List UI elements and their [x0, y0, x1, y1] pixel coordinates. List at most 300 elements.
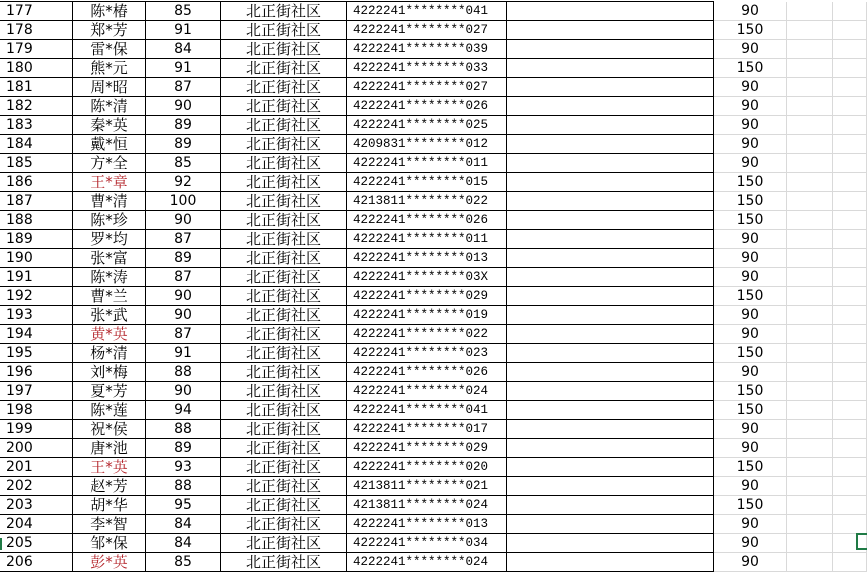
cell-id-number[interactable]: 4222241********033 [347, 59, 507, 78]
cell-empty[interactable] [787, 553, 833, 572]
cell-empty[interactable] [833, 2, 867, 21]
cell-id-number[interactable]: 4222241********026 [347, 363, 507, 382]
table-row [0, 192, 867, 211]
table-row [0, 553, 867, 572]
cell-name[interactable]: 张*富 [73, 249, 146, 268]
cell-community[interactable]: 北正街社区 [221, 59, 347, 78]
cell-empty[interactable] [507, 439, 714, 458]
table-row [0, 477, 867, 496]
cell-empty[interactable] [507, 458, 714, 477]
cell-empty[interactable] [507, 173, 714, 192]
cell-name[interactable]: 王*章 [73, 173, 146, 192]
cell-empty[interactable] [833, 116, 867, 135]
cell-empty[interactable] [507, 116, 714, 135]
cell-row-number[interactable]: 186 [0, 173, 73, 192]
cell-empty[interactable] [787, 249, 833, 268]
cell-empty[interactable] [833, 97, 867, 116]
cell-empty[interactable] [507, 211, 714, 230]
cell-empty[interactable] [787, 458, 833, 477]
cell-age[interactable]: 95 [146, 496, 221, 515]
cell-name[interactable]: 方*全 [73, 154, 146, 173]
cell-empty[interactable] [507, 135, 714, 154]
cell-amount[interactable]: 90 [714, 97, 787, 116]
cell-name[interactable]: 唐*池 [73, 439, 146, 458]
cell-name[interactable]: 李*智 [73, 515, 146, 534]
cell-age[interactable]: 91 [146, 21, 221, 40]
cell-id-number[interactable]: 4222241********024 [347, 382, 507, 401]
cell-empty[interactable] [833, 306, 867, 325]
cell-id-number[interactable]: 4222241********015 [347, 173, 507, 192]
cell-community[interactable]: 北正街社区 [221, 401, 347, 420]
cell-empty[interactable] [507, 268, 714, 287]
cell-name[interactable]: 王*英 [73, 458, 146, 477]
cell-amount[interactable]: 150 [714, 211, 787, 230]
table-row [0, 97, 867, 116]
cell-row-number[interactable]: 187 [0, 192, 73, 211]
cell-empty[interactable] [787, 515, 833, 534]
table-row [0, 59, 867, 78]
cell-empty[interactable] [833, 230, 867, 249]
cell-amount[interactable]: 90 [714, 363, 787, 382]
cell-empty[interactable] [507, 477, 714, 496]
table-row [0, 515, 867, 534]
cell-community[interactable]: 北正街社区 [221, 230, 347, 249]
cell-row-number[interactable]: 191 [0, 268, 73, 287]
cell-name[interactable]: 秦*英 [73, 116, 146, 135]
cell-amount[interactable]: 150 [714, 59, 787, 78]
cell-row-number[interactable]: 177 [0, 2, 73, 21]
cell-age[interactable]: 87 [146, 268, 221, 287]
cell-age[interactable]: 87 [146, 78, 221, 97]
cell-row-number[interactable]: 180 [0, 59, 73, 78]
cell-empty[interactable] [787, 173, 833, 192]
cell-id-number[interactable]: 4222241********013 [347, 249, 507, 268]
table-row [0, 116, 867, 135]
cell-name[interactable]: 黄*英 [73, 325, 146, 344]
cell-id-number[interactable]: 4222241********017 [347, 420, 507, 439]
cell-row-number[interactable]: 200 [0, 439, 73, 458]
cell-empty[interactable] [787, 21, 833, 40]
cell-empty[interactable] [787, 401, 833, 420]
cell-name[interactable]: 曹*兰 [73, 287, 146, 306]
cell-community[interactable]: 北正街社区 [221, 192, 347, 211]
table-row [0, 534, 867, 553]
cell-name[interactable]: 戴*恒 [73, 135, 146, 154]
cell-amount[interactable]: 90 [714, 553, 787, 572]
cell-row-number[interactable]: 178 [0, 21, 73, 40]
cell-row-number[interactable]: 193 [0, 306, 73, 325]
cell-name[interactable]: 祝*侯 [73, 420, 146, 439]
cell-id-number[interactable]: 4222241********026 [347, 97, 507, 116]
table-row [0, 420, 867, 439]
cell-empty[interactable] [833, 515, 867, 534]
cell-community[interactable]: 北正街社区 [221, 306, 347, 325]
cell-row-number[interactable]: 184 [0, 135, 73, 154]
cell-row-number[interactable]: 190 [0, 249, 73, 268]
cell-empty[interactable] [787, 135, 833, 154]
table-row [0, 268, 867, 287]
cell-id-number[interactable]: 4222241********019 [347, 306, 507, 325]
cell-amount[interactable]: 150 [714, 458, 787, 477]
table-row [0, 78, 867, 97]
cell-empty[interactable] [787, 344, 833, 363]
cell-empty[interactable] [833, 363, 867, 382]
cell-id-number[interactable]: 4209831********012 [347, 135, 507, 154]
cell-age[interactable]: 89 [146, 135, 221, 154]
cell-age[interactable]: 90 [146, 306, 221, 325]
cell-community[interactable]: 北正街社区 [221, 496, 347, 515]
cell-amount[interactable]: 150 [714, 344, 787, 363]
cell-amount[interactable]: 150 [714, 21, 787, 40]
cell-id-number[interactable]: 4222241********023 [347, 344, 507, 363]
cell-name[interactable]: 陈*椿 [73, 2, 146, 21]
cell-community[interactable]: 北正街社区 [221, 135, 347, 154]
cell-amount[interactable]: 90 [714, 439, 787, 458]
cell-age[interactable]: 88 [146, 420, 221, 439]
cell-amount[interactable]: 90 [714, 515, 787, 534]
cell-age[interactable]: 100 [146, 192, 221, 211]
cell-empty[interactable] [833, 59, 867, 78]
cell-amount[interactable]: 90 [714, 477, 787, 496]
cell-community[interactable]: 北正街社区 [221, 325, 347, 344]
cell-empty[interactable] [833, 477, 867, 496]
table-row [0, 325, 867, 344]
cell-row-number[interactable]: 179 [0, 40, 73, 59]
table-row [0, 211, 867, 230]
cell-empty[interactable] [507, 230, 714, 249]
cell-amount[interactable]: 90 [714, 249, 787, 268]
cell-empty[interactable] [787, 116, 833, 135]
cell-id-number[interactable]: 4213811********021 [347, 477, 507, 496]
cell-empty[interactable] [833, 553, 867, 572]
cell-empty[interactable] [787, 97, 833, 116]
cell-age[interactable]: 85 [146, 2, 221, 21]
cell-name[interactable]: 张*武 [73, 306, 146, 325]
cell-community[interactable]: 北正街社区 [221, 173, 347, 192]
cell-empty[interactable] [833, 154, 867, 173]
cell-amount[interactable]: 90 [714, 135, 787, 154]
cell-age[interactable]: 90 [146, 97, 221, 116]
cell-empty[interactable] [507, 97, 714, 116]
cell-amount[interactable]: 90 [714, 2, 787, 21]
cell-community[interactable]: 北正街社区 [221, 268, 347, 287]
cell-community[interactable]: 北正街社区 [221, 420, 347, 439]
cell-row-number[interactable]: 196 [0, 363, 73, 382]
cell-amount[interactable]: 90 [714, 306, 787, 325]
cell-community[interactable]: 北正街社区 [221, 458, 347, 477]
cell-empty[interactable] [833, 21, 867, 40]
cell-community[interactable]: 北正街社区 [221, 211, 347, 230]
cell-community[interactable]: 北正街社区 [221, 2, 347, 21]
cell-empty[interactable] [787, 496, 833, 515]
cell-empty[interactable] [833, 439, 867, 458]
cell-age[interactable]: 89 [146, 116, 221, 135]
cell-amount[interactable]: 150 [714, 287, 787, 306]
cell-age[interactable]: 91 [146, 344, 221, 363]
cell-empty[interactable] [507, 249, 714, 268]
cell-empty[interactable] [507, 287, 714, 306]
cell-age[interactable]: 84 [146, 534, 221, 553]
cell-empty[interactable] [833, 287, 867, 306]
cell-id-number[interactable]: 4213811********022 [347, 192, 507, 211]
table-row [0, 287, 867, 306]
cell-name[interactable]: 曹*清 [73, 192, 146, 211]
cell-empty[interactable] [833, 173, 867, 192]
cell-name[interactable]: 郑*芳 [73, 21, 146, 40]
cell-row-number[interactable]: 181 [0, 78, 73, 97]
cell-empty[interactable] [507, 401, 714, 420]
cell-row-number[interactable]: 185 [0, 154, 73, 173]
cell-amount[interactable]: 150 [714, 496, 787, 515]
cell-empty[interactable] [787, 382, 833, 401]
cell-empty[interactable] [833, 401, 867, 420]
cell-row-number[interactable]: 197 [0, 382, 73, 401]
cell-age[interactable]: 85 [146, 553, 221, 572]
cell-empty[interactable] [787, 287, 833, 306]
cell-empty[interactable] [787, 534, 833, 553]
cell-community[interactable]: 北正街社区 [221, 439, 347, 458]
cell-empty[interactable] [787, 2, 833, 21]
cell-row-number[interactable]: 206 [0, 553, 73, 572]
cell-community[interactable]: 北正街社区 [221, 154, 347, 173]
cell-age[interactable]: 92 [146, 173, 221, 192]
cell-empty[interactable] [833, 420, 867, 439]
cell-age[interactable]: 84 [146, 40, 221, 59]
cell-empty[interactable] [833, 211, 867, 230]
cell-age[interactable]: 94 [146, 401, 221, 420]
cell-amount[interactable]: 90 [714, 78, 787, 97]
cell-row-number[interactable]: 189 [0, 230, 73, 249]
cell-id-number[interactable]: 4222241********027 [347, 21, 507, 40]
cell-id-number[interactable]: 4222241********022 [347, 325, 507, 344]
cell-empty[interactable] [787, 40, 833, 59]
cell-empty[interactable] [507, 344, 714, 363]
cell-name[interactable]: 雷*保 [73, 40, 146, 59]
cell-empty[interactable] [833, 78, 867, 97]
cell-empty[interactable] [833, 268, 867, 287]
cell-empty[interactable] [833, 135, 867, 154]
cell-empty[interactable] [833, 344, 867, 363]
cell-age[interactable]: 90 [146, 382, 221, 401]
cell-amount[interactable]: 90 [714, 116, 787, 135]
cell-name[interactable]: 陈*涛 [73, 268, 146, 287]
cell-empty[interactable] [787, 306, 833, 325]
cell-id-number[interactable]: 4222241********024 [347, 553, 507, 572]
cell-empty[interactable] [787, 477, 833, 496]
cell-community[interactable]: 北正街社区 [221, 116, 347, 135]
cell-age[interactable]: 87 [146, 325, 221, 344]
cell-row-number[interactable]: 204 [0, 515, 73, 534]
table-row [0, 363, 867, 382]
cell-community[interactable]: 北正街社区 [221, 534, 347, 553]
cell-id-number[interactable]: 4222241********034 [347, 534, 507, 553]
cell-name[interactable]: 陈*莲 [73, 401, 146, 420]
cell-empty[interactable] [833, 382, 867, 401]
cell-empty[interactable] [787, 420, 833, 439]
table-top-border [0, 1, 714, 2]
cell-community[interactable]: 北正街社区 [221, 382, 347, 401]
cell-id-number[interactable]: 4213811********024 [347, 496, 507, 515]
cell-empty[interactable] [787, 325, 833, 344]
table-row [0, 2, 867, 21]
table-row [0, 154, 867, 173]
cell-name[interactable]: 熊*元 [73, 59, 146, 78]
table-row [0, 173, 867, 192]
cell-empty[interactable] [787, 363, 833, 382]
cell-community[interactable]: 北正街社区 [221, 553, 347, 572]
cell-row-number[interactable]: 188 [0, 211, 73, 230]
cell-id-number[interactable]: 4222241********011 [347, 154, 507, 173]
cell-empty[interactable] [507, 325, 714, 344]
cell-empty[interactable] [507, 534, 714, 553]
cell-row-number[interactable]: 192 [0, 287, 73, 306]
cell-amount[interactable]: 90 [714, 420, 787, 439]
cell-community[interactable]: 北正街社区 [221, 97, 347, 116]
cell-id-number[interactable]: 4222241********026 [347, 211, 507, 230]
cell-empty[interactable] [833, 496, 867, 515]
cell-age[interactable]: 93 [146, 458, 221, 477]
cell-amount[interactable]: 90 [714, 154, 787, 173]
cell-empty[interactable] [787, 78, 833, 97]
cell-age[interactable]: 89 [146, 439, 221, 458]
cell-id-number[interactable]: 4222241********011 [347, 230, 507, 249]
cell-age[interactable]: 88 [146, 477, 221, 496]
cell-row-number[interactable]: 199 [0, 420, 73, 439]
cell-name[interactable]: 陈*珍 [73, 211, 146, 230]
cell-empty[interactable] [833, 325, 867, 344]
cell-age[interactable]: 84 [146, 515, 221, 534]
cell-empty[interactable] [507, 59, 714, 78]
cell-name[interactable]: 赵*芳 [73, 477, 146, 496]
cell-name[interactable]: 刘*梅 [73, 363, 146, 382]
cell-community[interactable]: 北正街社区 [221, 515, 347, 534]
cell-empty[interactable] [507, 21, 714, 40]
cell-empty[interactable] [787, 230, 833, 249]
cell-age[interactable]: 85 [146, 154, 221, 173]
cell-row-number[interactable]: 183 [0, 116, 73, 135]
table-row [0, 306, 867, 325]
cell-name[interactable]: 罗*均 [73, 230, 146, 249]
cell-empty[interactable] [507, 2, 714, 21]
cell-id-number[interactable]: 4222241********025 [347, 116, 507, 135]
cell-row-number[interactable]: 202 [0, 477, 73, 496]
cell-empty[interactable] [833, 40, 867, 59]
table-row [0, 249, 867, 268]
cell-amount[interactable]: 150 [714, 173, 787, 192]
cell-name[interactable]: 周*昭 [73, 78, 146, 97]
row-205-marker [0, 538, 2, 550]
active-cell-selection[interactable] [856, 533, 867, 550]
cell-id-number[interactable]: 4222241********041 [347, 401, 507, 420]
cell-amount[interactable]: 90 [714, 40, 787, 59]
cell-row-number[interactable]: 194 [0, 325, 73, 344]
cell-empty[interactable] [507, 382, 714, 401]
cell-community[interactable]: 北正街社区 [221, 249, 347, 268]
cell-amount[interactable]: 90 [714, 268, 787, 287]
table-row [0, 496, 867, 515]
cell-community[interactable]: 北正街社区 [221, 287, 347, 306]
cell-amount[interactable]: 90 [714, 230, 787, 249]
cell-name[interactable]: 陈*清 [73, 97, 146, 116]
cell-empty[interactable] [787, 439, 833, 458]
cell-empty[interactable] [507, 40, 714, 59]
cell-empty[interactable] [833, 458, 867, 477]
cell-community[interactable]: 北正街社区 [221, 363, 347, 382]
cell-row-number[interactable]: 195 [0, 344, 73, 363]
cell-community[interactable]: 北正街社区 [221, 40, 347, 59]
cell-id-number[interactable]: 4222241********013 [347, 515, 507, 534]
table-row [0, 21, 867, 40]
cell-age[interactable]: 89 [146, 249, 221, 268]
cell-row-number[interactable]: 201 [0, 458, 73, 477]
cell-row-number[interactable]: 203 [0, 496, 73, 515]
cell-id-number[interactable]: 4222241********029 [347, 287, 507, 306]
table-row [0, 401, 867, 420]
cell-age[interactable]: 91 [146, 59, 221, 78]
cell-age[interactable]: 90 [146, 287, 221, 306]
cell-id-number[interactable]: 4222241********020 [347, 458, 507, 477]
cell-name[interactable]: 胡*华 [73, 496, 146, 515]
cell-id-number[interactable]: 4222241********041 [347, 2, 507, 21]
cell-empty[interactable] [787, 268, 833, 287]
cell-empty[interactable] [833, 249, 867, 268]
cell-empty[interactable] [507, 363, 714, 382]
cell-amount[interactable]: 150 [714, 192, 787, 211]
table-row [0, 40, 867, 59]
cell-amount[interactable]: 90 [714, 534, 787, 553]
cell-empty[interactable] [833, 192, 867, 211]
cell-empty[interactable] [507, 420, 714, 439]
cell-empty[interactable] [787, 154, 833, 173]
cell-empty[interactable] [787, 192, 833, 211]
cell-age[interactable]: 87 [146, 230, 221, 249]
cell-empty[interactable] [507, 496, 714, 515]
cell-community[interactable]: 北正街社区 [221, 78, 347, 97]
cell-id-number[interactable]: 4222241********03X [347, 268, 507, 287]
cell-amount[interactable]: 150 [714, 382, 787, 401]
cell-amount[interactable]: 90 [714, 325, 787, 344]
table-row [0, 439, 867, 458]
cell-name[interactable]: 邹*保 [73, 534, 146, 553]
cell-id-number[interactable]: 4222241********029 [347, 439, 507, 458]
cell-row-number[interactable]: 198 [0, 401, 73, 420]
cell-id-number[interactable]: 4222241********027 [347, 78, 507, 97]
table-row [0, 230, 867, 249]
cell-amount[interactable]: 150 [714, 401, 787, 420]
cell-empty[interactable] [507, 306, 714, 325]
cell-empty[interactable] [787, 211, 833, 230]
cell-community[interactable]: 北正街社区 [221, 21, 347, 40]
table-row [0, 135, 867, 154]
cell-age[interactable]: 90 [146, 211, 221, 230]
cell-empty[interactable] [507, 78, 714, 97]
cell-id-number[interactable]: 4222241********039 [347, 40, 507, 59]
cell-community[interactable]: 北正街社区 [221, 344, 347, 363]
cell-row-number[interactable]: 182 [0, 97, 73, 116]
cell-empty[interactable] [787, 59, 833, 78]
cell-community[interactable]: 北正街社区 [221, 477, 347, 496]
cell-empty[interactable] [507, 192, 714, 211]
cell-row-number[interactable]: 205 [0, 534, 73, 553]
cell-empty[interactable] [507, 553, 714, 572]
cell-empty[interactable] [507, 515, 714, 534]
table-row [0, 382, 867, 401]
cell-empty[interactable] [507, 154, 714, 173]
cell-name[interactable]: 杨*清 [73, 344, 146, 363]
cell-name[interactable]: 夏*芳 [73, 382, 146, 401]
cell-age[interactable]: 88 [146, 363, 221, 382]
cell-name[interactable]: 彭*英 [73, 553, 146, 572]
